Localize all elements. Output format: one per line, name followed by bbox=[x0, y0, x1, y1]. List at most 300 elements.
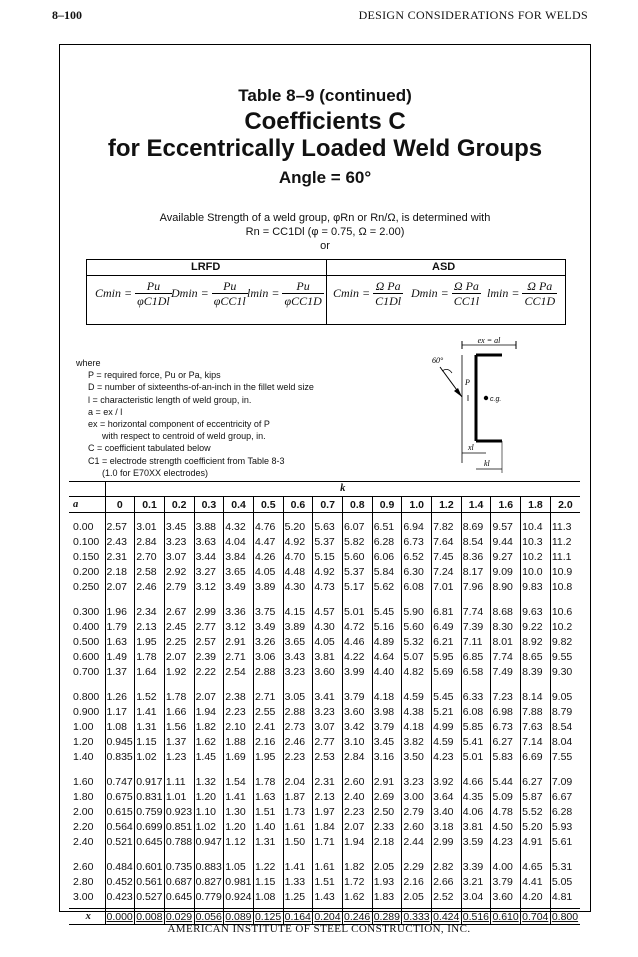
coefficient-cell: 0.945 bbox=[106, 735, 133, 748]
coefficient-cell: 4.76 bbox=[253, 513, 283, 535]
coefficient-cell: 2.55 bbox=[253, 704, 283, 719]
k-column-header: 1.0 bbox=[402, 497, 432, 513]
coefficient-cell: 1.40 bbox=[253, 819, 283, 834]
coefficient-cell: 1.20 bbox=[224, 819, 254, 834]
k-column-header: 1.2 bbox=[432, 497, 462, 513]
coefficient-cell: 2.39 bbox=[194, 649, 224, 664]
coefficient-cell: 3.79 bbox=[372, 719, 402, 734]
coefficient-cell: 6.73 bbox=[491, 719, 521, 734]
coefficient-cell: 5.61 bbox=[550, 834, 580, 853]
x-value-cell: 0.246 bbox=[344, 910, 371, 923]
coefficient-cell: 0.521 bbox=[105, 834, 135, 853]
coefficient-cell: 9.27 bbox=[491, 549, 521, 564]
coefficient-cell: 7.74 bbox=[461, 598, 491, 619]
coefficient-cell: 1.78 bbox=[164, 683, 194, 704]
coefficient-cell: 6.33 bbox=[461, 683, 491, 704]
table-row bbox=[69, 853, 580, 874]
coefficient-cell: 1.51 bbox=[313, 874, 343, 889]
coefficient-cell: 4.57 bbox=[313, 598, 343, 619]
column-header-row bbox=[69, 497, 580, 513]
coefficient-cell: 4.05 bbox=[313, 634, 343, 649]
coefficient-cell: 5.60 bbox=[343, 549, 373, 564]
coefficient-cell: 3.49 bbox=[253, 619, 283, 634]
table-row bbox=[69, 598, 580, 619]
coefficient-cell: 1.63 bbox=[253, 789, 283, 804]
coefficient-cell: 5.20 bbox=[283, 513, 313, 535]
coefficient-cell: 5.37 bbox=[313, 534, 343, 549]
coefficient-cell: 8.79 bbox=[550, 704, 580, 719]
coefficient-cell: 10.3 bbox=[521, 534, 551, 549]
coefficient-cell: 3.39 bbox=[461, 853, 491, 874]
coefficient-cell: 3.81 bbox=[461, 819, 491, 834]
x-value-cell: 0.089 bbox=[225, 910, 252, 923]
coefficient-cell: 2.31 bbox=[313, 768, 343, 789]
legend-line: C = coefficient tabulated below bbox=[88, 443, 211, 454]
x-value-cell: 0.000 bbox=[106, 910, 133, 923]
coefficient-cell: 2.07 bbox=[194, 683, 224, 704]
coefficient-cell: 3.44 bbox=[194, 549, 224, 564]
coefficient-cell: 3.99 bbox=[343, 664, 373, 683]
lrfd-label: LRFD bbox=[191, 261, 221, 273]
coefficient-cell: 6.58 bbox=[461, 664, 491, 683]
a-value-cell: 0.700 bbox=[73, 665, 100, 678]
coefficient-cell: 5.90 bbox=[402, 598, 432, 619]
coefficient-cell: 3.05 bbox=[283, 683, 313, 704]
coefficient-cell: 1.71 bbox=[313, 834, 343, 853]
a-value-cell: 0.150 bbox=[73, 550, 100, 563]
coefficient-cell: 11.3 bbox=[550, 513, 580, 535]
coefficient-cell: 1.95 bbox=[253, 749, 283, 768]
x-value-cell: 0.289 bbox=[373, 910, 400, 923]
table-row bbox=[69, 664, 580, 683]
a-value-cell: 1.80 bbox=[73, 790, 94, 803]
coefficient-cell: 0.827 bbox=[195, 875, 222, 888]
coefficient-cell: 1.10 bbox=[194, 804, 224, 819]
coefficient-cell: 5.01 bbox=[343, 598, 373, 619]
coefficient-cell: 1.94 bbox=[343, 834, 373, 853]
coefficient-cell: 8.92 bbox=[521, 634, 551, 649]
a-value-cell: 1.60 bbox=[73, 775, 94, 788]
coefficient-cell: 5.37 bbox=[343, 564, 373, 579]
coefficient-cell: 3.64 bbox=[432, 789, 462, 804]
k-column-header: 0.3 bbox=[194, 497, 224, 513]
table-row bbox=[69, 564, 580, 579]
coefficient-cell: 3.23 bbox=[283, 664, 313, 683]
coefficient-cell: 1.69 bbox=[224, 749, 254, 768]
table-number: Table 8–9 (continued) bbox=[238, 86, 412, 105]
coefficient-cell: 1.52 bbox=[135, 683, 165, 704]
coefficient-cell: 3.65 bbox=[283, 634, 313, 649]
coefficient-cell: 1.32 bbox=[194, 768, 224, 789]
coefficient-cell: 1.31 bbox=[253, 834, 283, 853]
coefficient-cell: 4.23 bbox=[491, 834, 521, 853]
coefficient-cell: 1.56 bbox=[164, 719, 194, 734]
coefficient-cell: 2.84 bbox=[343, 749, 373, 768]
coefficient-cell: 4.70 bbox=[283, 549, 313, 564]
angle-title: Angle = 60° bbox=[278, 168, 372, 187]
coefficient-cell: 0.561 bbox=[136, 875, 163, 888]
table-row bbox=[69, 749, 580, 768]
coefficient-cell: 7.24 bbox=[432, 564, 462, 579]
coefficient-cell: 0.735 bbox=[164, 853, 194, 874]
coefficient-cell: 1.78 bbox=[135, 649, 165, 664]
coefficient-cell: 7.49 bbox=[491, 664, 521, 683]
legend-line: ex = horizontal component of eccentricity of P bbox=[88, 419, 270, 430]
a-value-cell: 0.800 bbox=[73, 690, 100, 703]
coefficient-cell: 2.99 bbox=[432, 834, 462, 853]
coefficient-cell: 0.835 bbox=[105, 749, 135, 768]
coefficient-cell: 1.64 bbox=[135, 664, 165, 683]
coefficient-cell: 1.45 bbox=[194, 749, 224, 768]
coefficient-cell: 2.13 bbox=[135, 619, 165, 634]
legend-line: where bbox=[76, 358, 101, 368]
coefficient-cell: 0.527 bbox=[135, 889, 165, 909]
variable-legend bbox=[76, 357, 376, 479]
coefficient-cell: 1.88 bbox=[224, 734, 254, 749]
lrfd-lmin: lmin = $\frac{Pu}{\text{φCC1D}}$ bbox=[247, 279, 322, 308]
coefficient-cell: 4.15 bbox=[283, 598, 313, 619]
coefficient-cell: 4.92 bbox=[313, 564, 343, 579]
coefficient-cell: 3.12 bbox=[224, 619, 254, 634]
coefficient-cell: 5.20 bbox=[521, 819, 551, 834]
coefficient-cell: 1.33 bbox=[283, 874, 313, 889]
k-spacer bbox=[69, 482, 105, 497]
coefficient-cell: 3.59 bbox=[461, 834, 491, 853]
coefficient-cell: 1.62 bbox=[194, 734, 224, 749]
coefficient-cell: 5.31 bbox=[550, 853, 580, 874]
coefficient-cell: 3.89 bbox=[283, 619, 313, 634]
coefficient-cell: 5.52 bbox=[521, 804, 551, 819]
k-column-header: 0.1 bbox=[135, 497, 165, 513]
coefficient-cell: 0.484 bbox=[105, 853, 135, 874]
coefficient-cell: 1.41 bbox=[283, 853, 313, 874]
coefficient-cell: 4.99 bbox=[432, 719, 462, 734]
coefficient-cell: 3.81 bbox=[313, 649, 343, 664]
coefficient-cell: 2.45 bbox=[164, 619, 194, 634]
coefficient-cell: 2.91 bbox=[372, 768, 402, 789]
coefficient-cell: 8.54 bbox=[461, 534, 491, 549]
coefficient-cell: 7.63 bbox=[521, 719, 551, 734]
table-row bbox=[69, 619, 580, 634]
coefficient-cell: 6.67 bbox=[550, 789, 580, 804]
coefficient-cell: 1.83 bbox=[372, 889, 402, 909]
a-value-cell: 0.900 bbox=[73, 705, 100, 718]
coefficient-cell: 4.92 bbox=[283, 534, 313, 549]
k-header: k bbox=[105, 482, 580, 497]
coefficient-cell: 1.17 bbox=[105, 704, 135, 719]
a-value-cell: 0.100 bbox=[73, 535, 100, 548]
k-column-header: 0.6 bbox=[283, 497, 313, 513]
coefficient-cell: 0.923 bbox=[165, 805, 193, 818]
coefficient-cell: 4.18 bbox=[402, 719, 432, 734]
coefficient-cell: 5.07 bbox=[402, 649, 432, 664]
coefficient-cell: 0.687 bbox=[165, 875, 193, 888]
load-arrow-head bbox=[454, 388, 462, 397]
coefficient-cell: 2.25 bbox=[164, 634, 194, 649]
coefficient-cell: 7.23 bbox=[491, 683, 521, 704]
coefficient-cell: 0.564 bbox=[106, 820, 133, 833]
coefficient-cell: 1.97 bbox=[313, 804, 343, 819]
coefficient-cell: 7.55 bbox=[550, 749, 580, 768]
coefficient-cell: 4.30 bbox=[283, 579, 313, 598]
k-header-row bbox=[69, 482, 580, 497]
coefficient-cell: 2.46 bbox=[283, 734, 313, 749]
coefficient-cell: 10.9 bbox=[550, 564, 580, 579]
coefficient-cell: 1.20 bbox=[194, 789, 224, 804]
coefficient-cell: 6.52 bbox=[402, 549, 432, 564]
coefficient-cell: 3.12 bbox=[194, 579, 224, 598]
coefficient-cell: 1.50 bbox=[283, 834, 313, 853]
coefficient-cell: 3.41 bbox=[313, 683, 343, 704]
ex-label: ex = al bbox=[477, 337, 501, 345]
x-value-cell: 0.424 bbox=[433, 910, 460, 923]
coefficient-cell: 5.41 bbox=[461, 734, 491, 749]
a-value-cell: 0.00 bbox=[73, 520, 94, 533]
coefficient-cell: 5.60 bbox=[402, 619, 432, 634]
coefficient-cell: 2.33 bbox=[372, 819, 402, 834]
coefficient-cell: 3.23 bbox=[402, 768, 432, 789]
coefficient-cell: 9.44 bbox=[491, 534, 521, 549]
coefficient-cell: 2.73 bbox=[283, 719, 313, 734]
table-row bbox=[69, 768, 580, 789]
coefficient-cell: 4.50 bbox=[491, 819, 521, 834]
coefficient-cell: 2.18 bbox=[372, 834, 402, 853]
coefficient-cell: 4.48 bbox=[283, 564, 313, 579]
coefficient-cell: 4.89 bbox=[372, 634, 402, 649]
coefficient-cell: 8.17 bbox=[461, 564, 491, 579]
coefficient-cell: 4.18 bbox=[372, 683, 402, 704]
k-column-header: 1.8 bbox=[521, 497, 551, 513]
coefficient-cell: 2.77 bbox=[313, 734, 343, 749]
coefficient-cell: 3.26 bbox=[253, 634, 283, 649]
coefficient-cell: 7.96 bbox=[461, 579, 491, 598]
coefficient-cell: 6.49 bbox=[432, 619, 462, 634]
coefficient-cell: 5.93 bbox=[550, 819, 580, 834]
coefficient-cell: 0.831 bbox=[136, 790, 163, 803]
coefficient-cell: 3.45 bbox=[372, 734, 402, 749]
coefficient-cell: 2.70 bbox=[135, 549, 165, 564]
table-row bbox=[69, 649, 580, 664]
a-value-cell: 2.60 bbox=[73, 860, 94, 873]
k-column-header: 2.0 bbox=[550, 497, 580, 513]
coefficient-cell: 4.26 bbox=[253, 549, 283, 564]
coefficient-cell: 1.93 bbox=[372, 874, 402, 889]
coefficient-cell: 2.60 bbox=[402, 819, 432, 834]
coefficient-cell: 11.1 bbox=[550, 549, 580, 564]
coefficient-cell: 2.88 bbox=[283, 704, 313, 719]
table-row bbox=[69, 734, 580, 749]
coefficient-cell: 10.6 bbox=[550, 598, 580, 619]
x-value-cell: 0.008 bbox=[136, 910, 163, 923]
coefficient-cell: 2.16 bbox=[253, 734, 283, 749]
coefficient-cell: 4.22 bbox=[343, 649, 373, 664]
coefficient-cell: 6.27 bbox=[491, 734, 521, 749]
coefficient-cell: 3.16 bbox=[372, 749, 402, 768]
coefficient-cell: 3.40 bbox=[432, 804, 462, 819]
coefficient-cell: 0.759 bbox=[136, 805, 163, 818]
coefficient-cell: 1.37 bbox=[105, 664, 135, 683]
coefficient-cell: 0.851 bbox=[165, 820, 193, 833]
coefficient-table bbox=[69, 481, 580, 925]
coefficient-cell: 1.37 bbox=[164, 734, 194, 749]
x-value-cell: 0.029 bbox=[165, 910, 193, 923]
coefficient-cell: 2.91 bbox=[224, 634, 254, 649]
k-column-header: 0.4 bbox=[224, 497, 254, 513]
coefficient-cell: 11.2 bbox=[550, 534, 580, 549]
coefficient-cell: 8.14 bbox=[521, 683, 551, 704]
coefficient-cell: 2.60 bbox=[343, 768, 373, 789]
coefficient-cell: 5.44 bbox=[491, 768, 521, 789]
coefficient-cell: 3.07 bbox=[313, 719, 343, 734]
coefficient-cell: 4.35 bbox=[461, 789, 491, 804]
coefficient-cell: 1.95 bbox=[135, 634, 165, 649]
coefficient-cell: 2.38 bbox=[224, 683, 254, 704]
coefficient-cell: 7.64 bbox=[432, 534, 462, 549]
coefficient-cell: 9.83 bbox=[521, 579, 551, 598]
coefficient-cell: 9.55 bbox=[550, 649, 580, 664]
a-value-cell: 0.200 bbox=[73, 565, 100, 578]
coefficient-cell: 2.07 bbox=[164, 649, 194, 664]
coefficient-cell: 1.30 bbox=[224, 804, 254, 819]
angle-label: 60° bbox=[432, 356, 444, 365]
coefficient-cell: 1.12 bbox=[224, 834, 254, 853]
legend-line: l = characteristic length of weld group, in. bbox=[88, 394, 252, 405]
coefficient-cell: 1.31 bbox=[135, 719, 165, 734]
coefficient-cell: 1.26 bbox=[105, 683, 135, 704]
coefficient-cell: 4.38 bbox=[402, 704, 432, 719]
x-value-cell: 0.516 bbox=[462, 910, 490, 923]
table-title-line2: for Eccentrically Loaded Weld Groups bbox=[107, 135, 543, 162]
coefficient-cell: 7.39 bbox=[461, 619, 491, 634]
coefficient-cell: 2.92 bbox=[164, 564, 194, 579]
coefficient-cell: 1.41 bbox=[224, 789, 254, 804]
coefficient-cell: 2.43 bbox=[105, 534, 135, 549]
table-row bbox=[69, 804, 580, 819]
k-column-header: 0.8 bbox=[343, 497, 373, 513]
coefficient-cell: 1.63 bbox=[105, 634, 135, 649]
coefficient-cell: 3.60 bbox=[491, 889, 521, 909]
coefficient-cell: 3.01 bbox=[135, 513, 165, 535]
coefficient-cell: 8.30 bbox=[491, 619, 521, 634]
coefficient-cell: 2.31 bbox=[105, 549, 135, 564]
coefficient-cell: 7.11 bbox=[461, 634, 491, 649]
coefficient-cell: 0.615 bbox=[106, 805, 133, 818]
xl-label: xl bbox=[468, 443, 474, 452]
coefficient-cell: 7.74 bbox=[491, 649, 521, 664]
coefficient-cell: 3.23 bbox=[164, 534, 194, 549]
x-value-cell: 0.800 bbox=[551, 910, 579, 923]
a-value-cell: 2.40 bbox=[73, 835, 94, 848]
load-label: P bbox=[465, 378, 470, 387]
coefficient-cell: 6.30 bbox=[402, 564, 432, 579]
coefficient-cell: 2.66 bbox=[432, 874, 462, 889]
coefficient-cell: 3.10 bbox=[343, 734, 373, 749]
coefficient-cell: 1.25 bbox=[283, 889, 313, 909]
coefficient-cell: 5.09 bbox=[491, 789, 521, 804]
coefficient-cell: 5.17 bbox=[343, 579, 373, 598]
table-row bbox=[69, 789, 580, 804]
coefficient-cell: 2.10 bbox=[224, 719, 254, 734]
coefficient-cell: 2.13 bbox=[313, 789, 343, 804]
coefficient-cell: 1.92 bbox=[164, 664, 194, 683]
coefficient-cell: 8.90 bbox=[491, 579, 521, 598]
legend-line: with respect to centroid of weld group, in. bbox=[102, 431, 266, 442]
coefficient-cell: 2.34 bbox=[135, 598, 165, 619]
coefficient-cell: 0.699 bbox=[136, 820, 163, 833]
table-row bbox=[69, 683, 580, 704]
coefficient-cell: 3.27 bbox=[194, 564, 224, 579]
a-value-cell: 2.00 bbox=[73, 805, 94, 818]
coefficient-cell: 10.2 bbox=[550, 619, 580, 634]
coefficient-cell: 5.15 bbox=[313, 549, 343, 564]
coefficient-cell: 0.452 bbox=[106, 875, 133, 888]
coefficient-cell: 5.01 bbox=[461, 749, 491, 768]
coefficient-cell: 9.30 bbox=[550, 664, 580, 683]
coefficient-cell: 3.07 bbox=[164, 549, 194, 564]
coefficient-cell: 1.54 bbox=[224, 768, 254, 789]
a-value-cell: 3.00 bbox=[73, 890, 94, 903]
coefficient-cell: 3.82 bbox=[402, 734, 432, 749]
centroid-dot bbox=[484, 396, 488, 400]
coefficient-cell: 1.15 bbox=[253, 874, 283, 889]
coefficient-cell: 4.32 bbox=[224, 513, 254, 535]
coefficient-cell: 1.82 bbox=[194, 719, 224, 734]
table-title-line1: Coefficients C bbox=[244, 108, 406, 135]
asd-label: ASD bbox=[432, 261, 456, 273]
available-line3: or bbox=[320, 240, 330, 252]
coefficient-cell: 4.73 bbox=[313, 579, 343, 598]
coefficient-cell: 3.42 bbox=[343, 719, 373, 734]
coefficient-cell: 3.43 bbox=[283, 649, 313, 664]
coefficient-cell: 5.69 bbox=[432, 664, 462, 683]
k-column-header: 1.4 bbox=[461, 497, 491, 513]
table-row bbox=[69, 719, 580, 734]
coefficient-cell: 2.54 bbox=[224, 664, 254, 683]
coefficient-cell: 3.89 bbox=[253, 579, 283, 598]
coefficient-cell: 1.73 bbox=[283, 804, 313, 819]
coefficient-cell: 4.46 bbox=[343, 634, 373, 649]
coefficient-cell: 0.947 bbox=[194, 834, 224, 853]
title-block bbox=[59, 86, 591, 188]
coefficient-cell: 0.883 bbox=[194, 853, 224, 874]
table-row bbox=[69, 819, 580, 834]
coefficient-cell: 0.788 bbox=[164, 834, 194, 853]
coefficient-cell: 5.05 bbox=[550, 874, 580, 889]
a-value-cell: 0.400 bbox=[73, 620, 100, 633]
coefficient-cell: 2.05 bbox=[402, 889, 432, 909]
coefficient-cell: 4.23 bbox=[432, 749, 462, 768]
weld-group-diagram bbox=[392, 337, 562, 477]
coefficient-cell: 5.32 bbox=[402, 634, 432, 649]
coefficient-cell: 5.83 bbox=[491, 749, 521, 768]
coefficient-cell: 6.98 bbox=[491, 704, 521, 719]
coefficient-cell: 1.11 bbox=[164, 768, 194, 789]
table-row bbox=[69, 534, 580, 549]
coefficient-cell: 0.645 bbox=[135, 834, 165, 853]
page-header bbox=[52, 8, 588, 26]
coefficient-cell: 0.645 bbox=[164, 889, 194, 909]
coefficient-cell: 1.02 bbox=[194, 819, 224, 834]
coefficient-cell: 0.924 bbox=[224, 889, 254, 909]
a-value-cell: 0.500 bbox=[73, 635, 100, 648]
k-column-header: 0.7 bbox=[313, 497, 343, 513]
a-value-cell: 1.00 bbox=[73, 720, 94, 733]
coefficient-cell: 1.22 bbox=[253, 853, 283, 874]
k-column-header: 0 bbox=[105, 497, 135, 513]
k-column-header: 0.2 bbox=[164, 497, 194, 513]
coefficient-cell: 5.87 bbox=[521, 789, 551, 804]
coefficient-cell: 1.61 bbox=[313, 853, 343, 874]
